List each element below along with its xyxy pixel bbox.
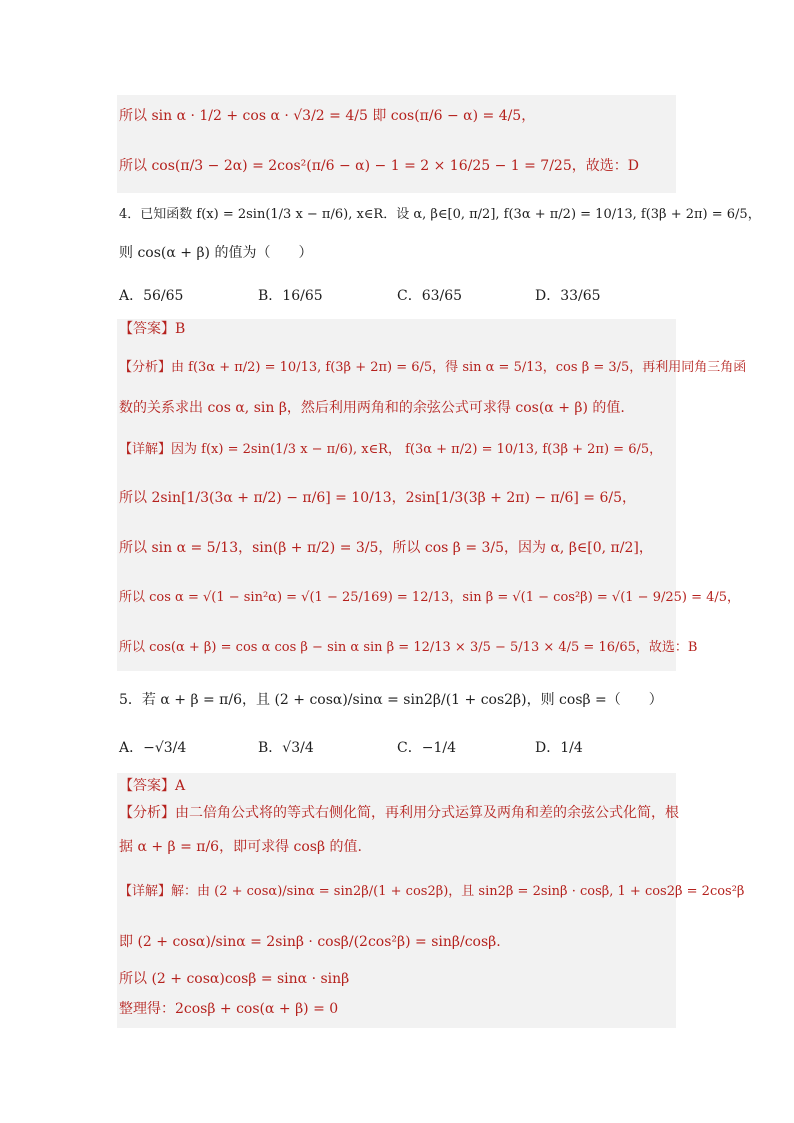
detail-tag: 【详解】 [119, 442, 172, 457]
solution-line-1: 所以 sin α · 1/2 + cos α · √3/2 = 4/5 即 cos(π/6 − α) = 4/5， [119, 108, 536, 124]
detail-line-1 [119, 440, 662, 460]
analysis-tag: 【分析】 [119, 805, 175, 821]
question-4-stem: 4．已知函数 f(x) = 2sin(1/3 x − π/6), x∈R．设 α, β∈[0, π/2], f(3α + π/2) = 10/13, f(3β + 2π) = 6/5， [119, 207, 761, 222]
detail-tag: 【详解】 [119, 884, 172, 899]
detail-line-1 [119, 882, 744, 902]
answer-value: B [175, 321, 186, 337]
detail-line-4: 整理得：2cosβ + cos(α + β) = 0 [119, 1001, 339, 1017]
detail-line-2: 所以 2sin[1/3(3α + π/2) − π/6] = 10/13，2sin[1/3(3β + 2π) − π/6] = 6/5， [119, 490, 636, 506]
detail-line-4: 所以 cos α = √(1 − sin²α) = √(1 − 25/169) = 12/13，sin β = √(1 − cos²β) = √(1 − 9/25) = 4/5， [119, 590, 741, 605]
analysis-text: 由二倍角公式将的等式右侧化简，再利用分式运算及两角和差的余弦公式化简，根 [175, 805, 679, 821]
question-4-stem-2: 则 cos(α + β) 的值为（ ） [119, 245, 313, 261]
answer-tag: 【答案】 [119, 778, 175, 794]
analysis-text: 由 f(3α + π/2) = 10/13, f(3β + 2π) = 6/5，得 sin α = 5/13，cos β = 3/5，再利用同角三角函 [171, 360, 747, 375]
option-d: D．1/4 [535, 740, 583, 756]
solution-line-2: 所以 cos(π/3 − 2α) = 2cos²(π/6 − α) − 1 = 2 × 16/25 − 1 = 7/25，故选：D [119, 158, 639, 174]
answer-line [119, 319, 185, 339]
answer-value: A [175, 778, 186, 794]
option-c: C．63/65 [397, 288, 463, 304]
answer-tag: 【答案】 [119, 321, 175, 337]
option-c: C．−1/4 [397, 740, 456, 756]
detail-line-2: 即 (2 + cosα)/sinα = 2sinβ · cosβ/(2cos²β) = sinβ/cosβ. [119, 934, 501, 950]
detail-text: 解：由 (2 + cosα)/sinα = sin2β/(1 + cos2β)，且 sin2β = 2sinβ · cosβ, 1 + cos2β = 2cos²β [171, 884, 745, 899]
detail-line-5: 所以 cos(α + β) = cos α cos β − sin α sin β = 12/13 × 3/5 − 5/13 × 4/5 = 16/65，故选：B [119, 640, 698, 655]
analysis-line-2: 数的关系求出 cos α, sin β，然后利用两角和的余弦公式可求得 cos(α + β) 的值. [119, 400, 625, 416]
analysis-tag: 【分析】 [119, 360, 172, 375]
detail-text: 因为 f(x) = 2sin(1/3 x − π/6), x∈R， f(3α + π/2) = 10/13, f(3β + 2π) = 6/5， [171, 442, 663, 457]
option-a: A．−√3/4 [119, 740, 187, 756]
detail-line-3: 所以 sin α = 5/13，sin(β + π/2) = 3/5，所以 cos β = 3/5，因为 α, β∈[0, π/2]， [119, 540, 653, 556]
analysis-line-1 [119, 803, 679, 823]
option-b: B．16/65 [258, 288, 323, 304]
analysis-line-1 [119, 358, 746, 378]
question-5-stem: 5．若 α + β = π/6，且 (2 + cosα)/sinα = sin2β/(1 + cos2β)，则 cosβ =（ ） [119, 692, 663, 708]
option-b: B．√3/4 [258, 740, 314, 756]
detail-line-3: 所以 (2 + cosα)cosβ = sinα · sinβ [119, 971, 350, 987]
analysis-line-2: 据 α + β = π/6，即可求得 cosβ 的值. [119, 839, 362, 855]
option-a: A．56/65 [119, 288, 184, 304]
answer-line [119, 776, 185, 796]
option-d: D．33/65 [535, 288, 601, 304]
